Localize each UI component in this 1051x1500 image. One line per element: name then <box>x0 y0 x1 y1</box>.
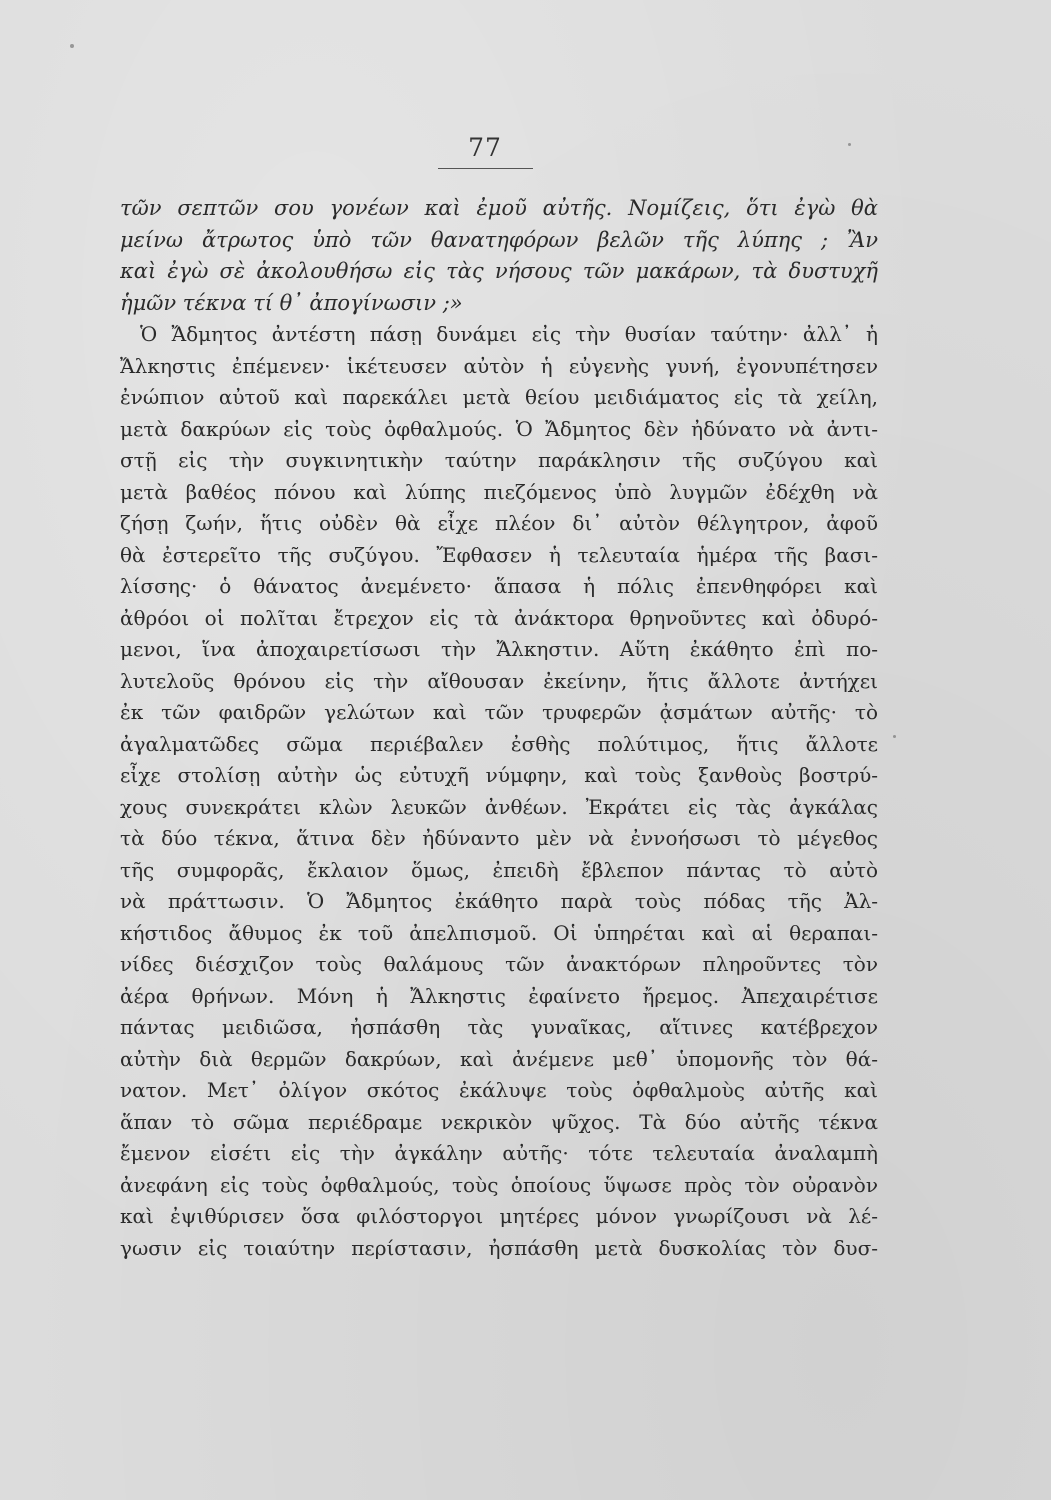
text-line: ἀθρόοι οἱ πολῖται ἔτρεχον εἰς τὰ ἀνάκτορα θρηνοῦντες καὶ ὀδυρό- <box>120 605 878 630</box>
text-line: χους συνεκράτει κλὼν λευκῶν ἀνθέων. Ἐκράτει εἰς τὰς ἀγκάλας <box>120 794 878 819</box>
text-line: μετὰ βαθέος πόνου καὶ λύπης πιεζόμενος ὑπὸ λυγμῶν ἐδέχθη νὰ <box>120 479 878 504</box>
text-line: ἐνώπιον αὐτοῦ καὶ παρεκάλει μετὰ θείου μειδιάματος εἰς τὰ χείλη, <box>120 385 878 409</box>
text-line: λυτελοῦς θρόνου εἰς τὴν αἴθουσαν ἐκείνην, ἥτις ἄλλοτε ἀντήχει <box>120 668 878 693</box>
text-line: μείνω ἄτρωτος ὑπὸ τῶν θανατηφόρων βελῶν τῆς λύπης ; Ἂν <box>120 227 878 252</box>
text-line: νίδες διέσχιζον τοὺς θαλάμους τῶν ἀνακτόρων πληροῦντες τὸν <box>120 952 878 976</box>
text-line: ἔμενον εἰσέτι εἰς τὴν ἀγκάλην αὐτῆς· τότε τελευταία ἀναλαμπὴ <box>120 1141 878 1165</box>
text-line: αὐτὴν διὰ θερμῶν δακρύων, καὶ ἀνέμενε μεθ᾽ ὑπομονῆς τὸν θά- <box>120 1046 878 1071</box>
paper-speck <box>70 44 74 48</box>
paper-speck <box>848 143 851 146</box>
page-number-rule <box>438 168 533 169</box>
text-line: καὶ ἐψιθύρισεν ὅσα φιλόστοργοι μητέρες μόνον γνωρίζουσι νὰ λέ- <box>120 1204 878 1228</box>
body-text <box>120 193 878 1264</box>
text-line: λίσσης· ὁ θάνατος ἀνεμένετο· ἅπασα ἡ πόλις ἐπενθηφόρει καὶ <box>120 574 878 598</box>
text-line: ἅπαν τὸ σῶμα περιέδραμε νεκρικὸν ψῦχος. Τὰ δύο αὐτῆς τέκνα <box>120 1109 878 1134</box>
text-line: Ἄλκηστις ἐπέμενεν· ἱκέτευσεν αὐτὸν ἡ εὐγενὴς γυνή, ἐγονυπέτησεν <box>120 353 878 378</box>
text-line: εἶχε στολίσῃ αὐτὴν ὡς εὐτυχῆ νύμφην, καὶ τοὺς ξανθοὺς βοστρύ- <box>120 763 878 787</box>
text-line: ζήσῃ ζωήν, ἥτις οὐδὲν θὰ εἶχε πλέον δι᾽ αὐτὸν θέλγητρον, ἀφοῦ <box>120 511 878 535</box>
paper-speck <box>893 735 896 738</box>
text-line: γωσιν εἰς τοιαύτην περίστασιν, ἠσπάσθη μετὰ δυσκολίας τὸν δυσ- <box>120 1235 878 1260</box>
text-line: ἐκ τῶν φαιδρῶν γελώτων καὶ τῶν τρυφερῶν ᾀσμάτων αὐτῆς· τὸ <box>120 700 878 724</box>
text-line: πάντας μειδιῶσα, ἠσπάσθη τὰς γυναῖκας, αἵτινες κατέβρεχον <box>120 1015 878 1039</box>
text-line: ἡμῶν τέκνα τί θ᾽ ἀπογίνωσιν ;» <box>120 290 463 315</box>
text-line: νατον. Μετ᾽ ὀλίγον σκότος ἐκάλυψε τοὺς ὀφθαλμοὺς αὐτῆς καὶ <box>120 1078 878 1102</box>
text-line: τῶν σεπτῶν σου γονέων καὶ ἐμοῦ αὐτῆς. Νομίζεις, ὅτι ἐγὼ θὰ <box>120 196 878 220</box>
text-line: ἀγαλματῶδες σῶμα περιέβαλεν ἐσθὴς πολύτιμος, ἥτις ἄλλοτε <box>120 731 878 756</box>
text-line: Ὁ Ἄδμητος ἀντέστη πάσῃ δυνάμει εἰς τὴν θυσίαν ταύτην· ἀλλ᾽ ἡ <box>140 322 878 346</box>
text-line: κήστιδος ἄθυμος ἐκ τοῦ ἀπελπισμοῦ. Οἱ ὑπηρέται καὶ αἱ θεραπαι- <box>120 920 878 945</box>
text-line: τῆς συμφορᾶς, ἔκλαιον ὅμως, ἐπειδὴ ἔβλεπον πάντας τὸ αὐτὸ <box>120 857 878 882</box>
text-line: στῇ εἰς τὴν συγκινητικὴν ταύτην παράκλησιν τῆς συζύγου καὶ <box>120 448 878 472</box>
text-line: καὶ ἐγὼ σὲ ἀκολουθήσω εἰς τὰς νήσους τῶν μακάρων, τὰ δυστυχῆ <box>120 259 878 283</box>
text-line: μετὰ δακρύων εἰς τοὺς ὀφθαλμούς. Ὁ Ἄδμητος δὲν ἠδύνατο νὰ ἀντι- <box>120 416 878 441</box>
text-line: τὰ δύο τέκνα, ἅτινα δὲν ἠδύναντο μὲν νὰ ἐννοήσωσι τὸ μέγεθος <box>120 826 878 850</box>
text-line: ἀνεφάνη εἰς τοὺς ὀφθαλμούς, τοὺς ὁποίους ὕψωσε πρὸς τὸν οὐρανὸν <box>120 1172 878 1197</box>
page-number: 77 <box>468 133 502 162</box>
text-line: μενοι, ἵνα ἀποχαιρετίσωσι τὴν Ἄλκηστιν. Αὕτη ἐκάθητο ἐπὶ πο- <box>120 637 878 661</box>
text-line: νὰ πράττωσιν. Ὁ Ἄδμητος ἐκάθητο παρὰ τοὺς πόδας τῆς Ἀλ- <box>120 889 878 913</box>
text-line: θὰ ἐστερεῖτο τῆς συζύγου. Ἔφθασεν ἡ τελευταία ἡμέρα τῆς βασι- <box>120 542 878 567</box>
text-line: ἀέρα θρήνων. Μόνη ἡ Ἄλκηστις ἐφαίνετο ἤρεμος. Ἀπεχαιρέτισε <box>120 983 878 1008</box>
